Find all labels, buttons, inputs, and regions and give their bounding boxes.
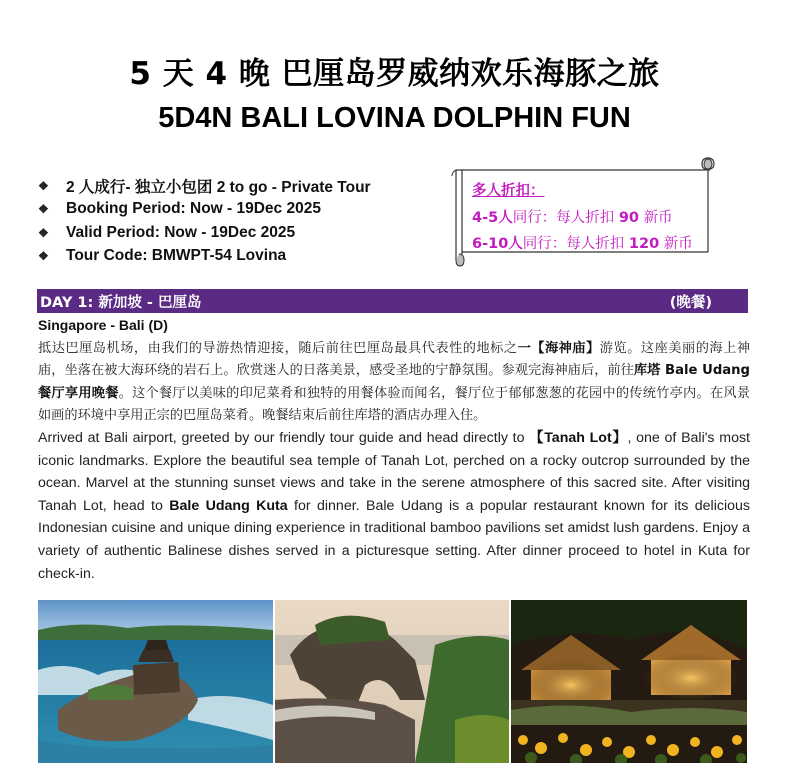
day1-header-bar bbox=[37, 289, 748, 313]
promo-line-6-10: 6-10人同行：每人折扣 120 新币 bbox=[472, 236, 693, 252]
promo-heading: 多人折扣： bbox=[472, 183, 545, 199]
diamond-bullet-icon: ❖ bbox=[38, 249, 49, 264]
page-title-english: 5D4N BALI LOVINA DOLPHIN FUN bbox=[158, 102, 631, 134]
info-item-tour-code bbox=[38, 245, 371, 269]
diamond-bullet-icon: ❖ bbox=[38, 202, 49, 217]
info-item-valid-period bbox=[38, 221, 371, 245]
page-title-chinese: 5 天 4 晚 巴厘岛罗威纳欢乐海豚之旅 bbox=[129, 56, 660, 92]
info-text: 2 人成行- 独立小包团 2 to go - Private Tour bbox=[66, 178, 371, 196]
info-item-group-size bbox=[38, 174, 371, 198]
info-text: Tour Code: BMWPT-54 Lovina bbox=[66, 247, 287, 265]
group-discount-promo bbox=[472, 178, 693, 258]
diamond-bullet-icon: ❖ bbox=[38, 178, 49, 193]
photo-tanah-lot-temple bbox=[38, 600, 273, 763]
day1-title: DAY 1: 新加坡 - 巴厘岛 bbox=[40, 294, 202, 311]
info-text: Booking Period: Now - 19Dec 2025 bbox=[66, 200, 321, 218]
photo-bale-udang-restaurant bbox=[511, 600, 747, 763]
day1-description-english: Arrived at Bali airport, greeted by our friendly tour guide and head directly to 【Tanah Lot】, one of Bali's most iconic landmarks. Explore the beautiful sea temple of Tanah Lot, perched on a rocky outcrop surrounded by the ocean. Marvel at the stunning sunset views and take in the serene atmosphere of this sacred site. After visiting Tanah Lot, head to Bale Udang Kuta for dinner. Bale Udang is a popular restaurant known for its delicious Indonesian cuisine and unique dining experience in traditional bamboo pavilions set amidst lush gardens. Enjoy a variety of authentic Balinese dishes served in a picturesque setting. After dinner proceed to hotel in Kuta for check-in. bbox=[38, 430, 750, 582]
diamond-bullet-icon: ❖ bbox=[38, 225, 49, 240]
info-text: Valid Period: Now - 19Dec 2025 bbox=[66, 223, 296, 241]
day1-description-chinese: 抵达巴厘岛机场，由我们的导游热情迎接，随后前往巴厘岛最具代表性的地标之一【海神庙】游览。这座美丽的海上神庙，坐落在被大海环绕的岩石上。欣赏迷人的日落美景，感受圣地的宁静氛围。参观完海神庙后，前往库塔 Bale Udang 餐厅享用晚餐。这个餐厅以美味的印尼菜肴和独特的用餐体验而闻名，餐厅位于郁郁葱葱的花园中的传统竹亭内。在风景如画的环境中享用正宗的巴厘岛菜肴。晚餐结束后前往库塔的酒店办理入住。 bbox=[38, 341, 751, 423]
day1-meal: (晚餐) bbox=[669, 294, 712, 311]
promo-line-4-5: 4-5人同行：每人折扣 90 新币 bbox=[472, 209, 673, 226]
info-item-booking-period bbox=[38, 198, 371, 222]
day1-route: Singapore - Bali (D) bbox=[38, 317, 168, 333]
tour-info-list bbox=[38, 174, 371, 268]
photo-sea-arch-sunset bbox=[275, 600, 509, 763]
